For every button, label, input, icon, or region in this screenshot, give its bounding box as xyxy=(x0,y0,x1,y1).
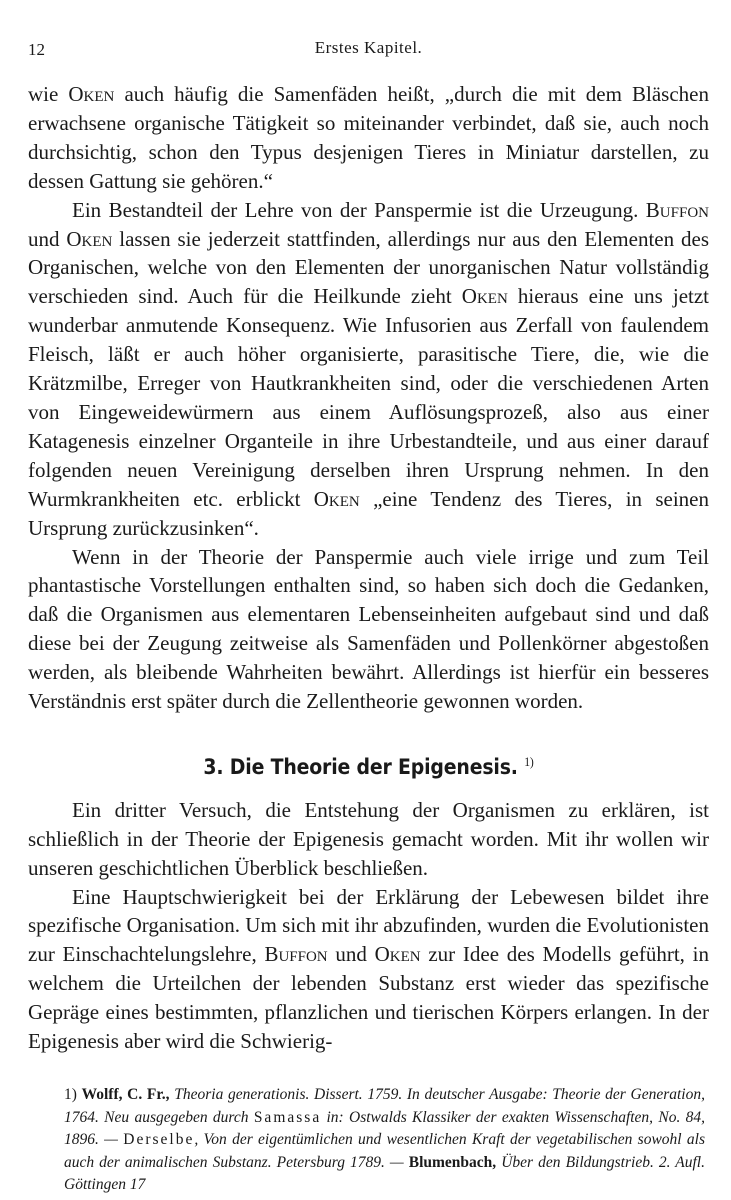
body-text xyxy=(28,80,709,1056)
footnote-author: Wolff, C. Fr., xyxy=(81,1086,170,1103)
footnote-text: Theoria generationis. Dissert. 1759. In deutscher Ausgabe: Theorie der Generation, 1764. Neu ausgegeben durch xyxy=(64,1086,705,1126)
author-name: Oken xyxy=(461,284,508,309)
paragraph xyxy=(28,543,709,716)
page-number: 12 xyxy=(28,40,45,59)
text-run: Ein Bestandteil der Lehre von der Panspermie ist die Urzeugung. xyxy=(72,197,646,222)
text-run: „eine Tendenz des Tieres, in seinen Ursprung zurückzusinken“. xyxy=(28,486,710,540)
section-heading xyxy=(62,748,675,782)
footnote-text: 1) xyxy=(64,1086,82,1103)
footnote-text: Über den Bildungstrieb. 2. Aufl. Göttingen 17 xyxy=(64,1153,705,1194)
footnote-reference[interactable]: 1) xyxy=(524,753,534,769)
section-title: 3. Die Theorie der Epigenesis. xyxy=(203,754,518,779)
paragraph xyxy=(28,196,709,543)
text-run: wie xyxy=(28,82,69,106)
footnote xyxy=(28,1084,709,1197)
footnote-text: , Von der eigentümlichen und wesentlichen Kraft der vegetabilischen sowohl als auch der animalischen Substanz. Petersburg 1789. — xyxy=(64,1131,705,1171)
text-run: Wenn in der Theorie der Panspermie auch viele irrige und zum Teil phantastische Vorstellungen enthalten sind, so haben sich doch die Gedanken, daß die Organismen aus elementaren Lebenseinheiten aufgebaut sind und daß diese bei der Zeugung zeitweise als Samenfäden und Pollenkörner abgestoßen werden, als bleibende Wahrheiten bewährt. Allerdings ist hierfür ein besseres Verständnis erst später durch die Zellentheorie gewonnen worden. xyxy=(28,544,709,714)
author-name: Oken xyxy=(68,82,115,106)
paragraph xyxy=(28,80,709,196)
text-run: zur Idee des Modells geführt, in welchem die Urteilchen der lebenden Substanz erst wieder das spezifische Gepräge eines bestimmten, pflanzlichen und tierischen Körpers erlangen. In der Epigenesis aber wird die Schwierig- xyxy=(28,942,709,1054)
text-run: Ein dritter Versuch, die Entstehung der Organismen zu erklären, ist schließlich in der Theorie der Epigenesis gemacht worden. Mit ihr wollen wir unseren geschichtlichen Überblick beschließen. xyxy=(28,797,709,880)
author-name: Oken xyxy=(313,486,360,511)
author-name: Oken xyxy=(66,226,113,251)
paragraph xyxy=(28,796,709,883)
text-run: und xyxy=(28,226,67,251)
paragraphs-before-section xyxy=(28,80,709,716)
author-name: Oken xyxy=(374,942,421,967)
author-name: Buffon xyxy=(264,942,328,967)
text-run: hieraus eine uns jetzt wunderbar anmutende Konsequenz. Wie Infusorien aus Zerfall von faulendem Fleisch, läßt er auch höher organisierte, parasitische Tiere, die, wie die Krätzmilbe, Erreger von Hautkrankheiten sind, oder die verschiedenen Arten von Eingeweidewürmern aus einem Auflösungsprozeß, also aus einer Katagenesis einzelner Organteile in ihre Urbestandteile, und aus einer darauf folgenden neuen Vereinigung derselben ihren Ursprung nehmen. In den Wurmkrankheiten etc. erblickt xyxy=(28,284,710,511)
author-name: Buffon xyxy=(645,197,709,222)
text-run: lassen sie jederzeit stattfinden, allerdings nur aus den Elementen des Organischen, welche von den Elementen der unorganischen Natur vollständig verschieden sind. Auch für die Heilkunde zieht xyxy=(28,226,709,309)
text-run: und xyxy=(327,942,375,967)
text-run: auch häufig die Samenfäden heißt, „durch die mit dem Bläschen erwachsene organische Tätigkeit so miteinander verbindet, daß sie, auch noch durchsichtig, schon den Typus desjenigen Tieres in Miniatur darstellen, zu dessen Gattung sie gehören.“ xyxy=(28,82,709,193)
footnote-text: in: Ostwalds Klassiker der exakten Wissenschaften, No. 84, 1896. — xyxy=(64,1108,705,1149)
running-head xyxy=(28,32,709,60)
footnote-text: Samassa xyxy=(253,1108,322,1126)
chapter-title: Erstes Kapitel. xyxy=(314,38,423,57)
text-run: Eine Hauptschwierigkeit bei der Erklärung der Lebewesen bildet ihre spezifische Organisation. Um sich mit ihr abzufinden, wurden die Evolutionisten zur Einschachtelungslehre, xyxy=(28,884,709,967)
footnote-author: Blumenbach, xyxy=(408,1153,497,1171)
paragraphs-after-section xyxy=(28,796,709,1056)
paragraph xyxy=(28,883,709,1056)
footnote-text: Derselbe xyxy=(123,1131,195,1149)
